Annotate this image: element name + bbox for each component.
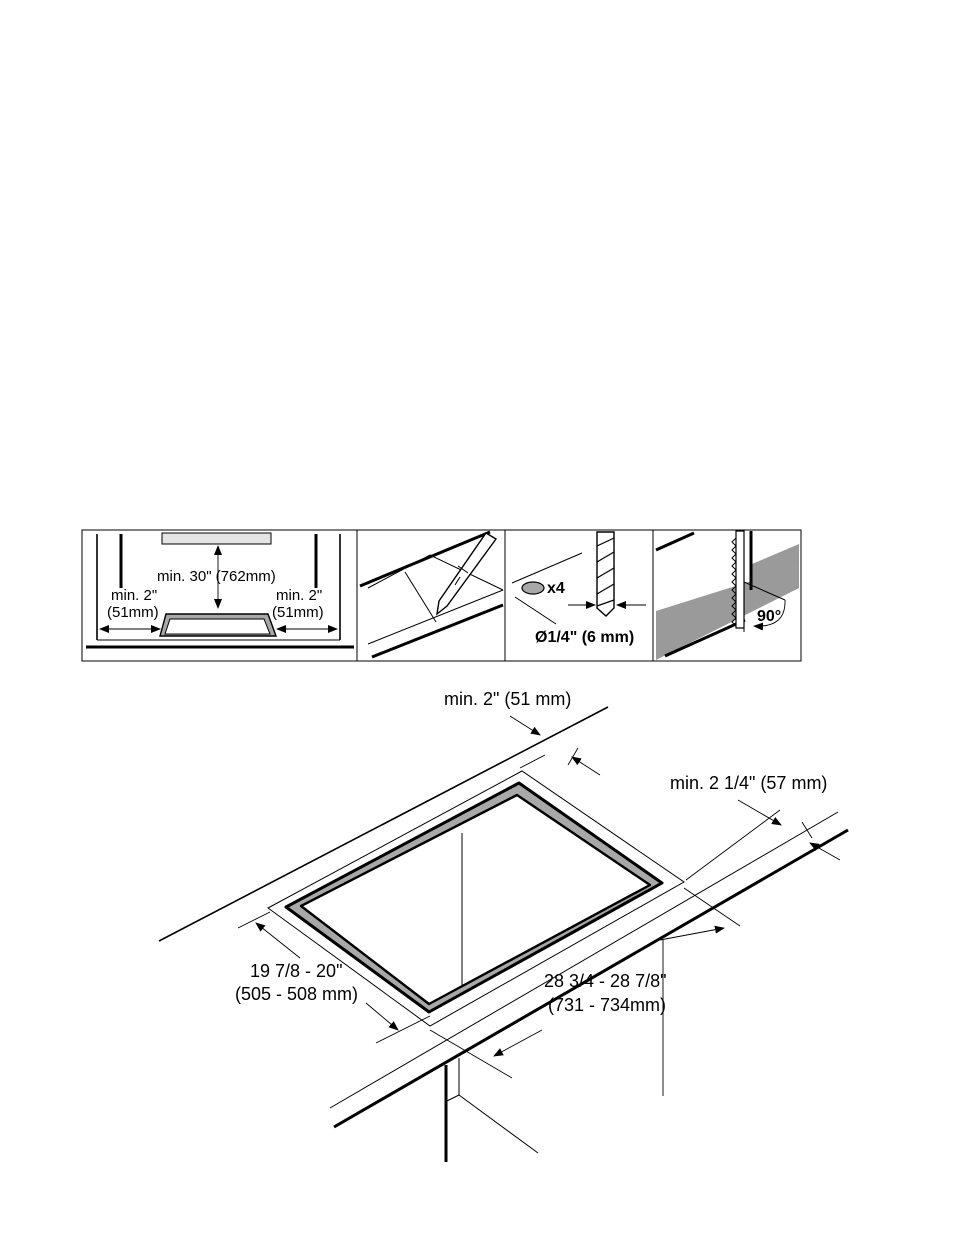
side-left-label-1: min. 2" (111, 587, 158, 604)
step-panels (82, 530, 801, 661)
back-clearance-label: min. 2" (51 mm) (444, 689, 572, 709)
cutout-diagram (159, 689, 848, 1162)
depth-extension-line (376, 1016, 430, 1043)
panels-frame (82, 530, 801, 661)
depth-arrow (256, 923, 300, 958)
side-right-label-1: min. 2" (276, 587, 323, 604)
width-label-2: (731 - 734mm) (548, 995, 667, 1015)
back-extension-line (520, 755, 545, 768)
front-clearance-arrow (738, 800, 781, 825)
drill-hole-icon (522, 582, 544, 594)
depth-label-2: (505 - 508 mm) (235, 984, 359, 1004)
cabinet-inner-line (459, 1095, 538, 1153)
side-left-label-2: (51mm) (107, 604, 159, 621)
back-clearance-arrow (572, 757, 600, 775)
clearance-top-label: min. 30" (762mm) (157, 568, 276, 585)
width-extension-line (430, 1030, 512, 1078)
width-arrow (494, 1030, 542, 1056)
back-extension-line (568, 748, 578, 765)
depth-label-1: 19 7/8 - 20" (250, 961, 343, 981)
front-extension-line (686, 810, 780, 880)
hole-count-label: x4 (547, 580, 565, 597)
depth-extension-line (238, 912, 270, 928)
depth-arrow (366, 1003, 398, 1030)
front-clearance-arrow (810, 843, 840, 860)
cabinet-inner-line (447, 1095, 459, 1101)
front-extension-line (802, 822, 812, 838)
width-label-1: 28 3/4 - 28 7/8" (544, 971, 667, 991)
drill-bit-icon (597, 532, 614, 616)
cooktop-opening (165, 619, 270, 634)
back-clearance-arrow (510, 716, 540, 735)
range-hood (162, 533, 271, 544)
angle-label: 90° (757, 608, 782, 625)
front-clearance-label: min. 2 1/4" (57 mm) (670, 773, 828, 793)
side-right-label-2: (51mm) (272, 604, 324, 621)
drill-diameter-label: Ø1/4" (6 mm) (535, 629, 635, 646)
